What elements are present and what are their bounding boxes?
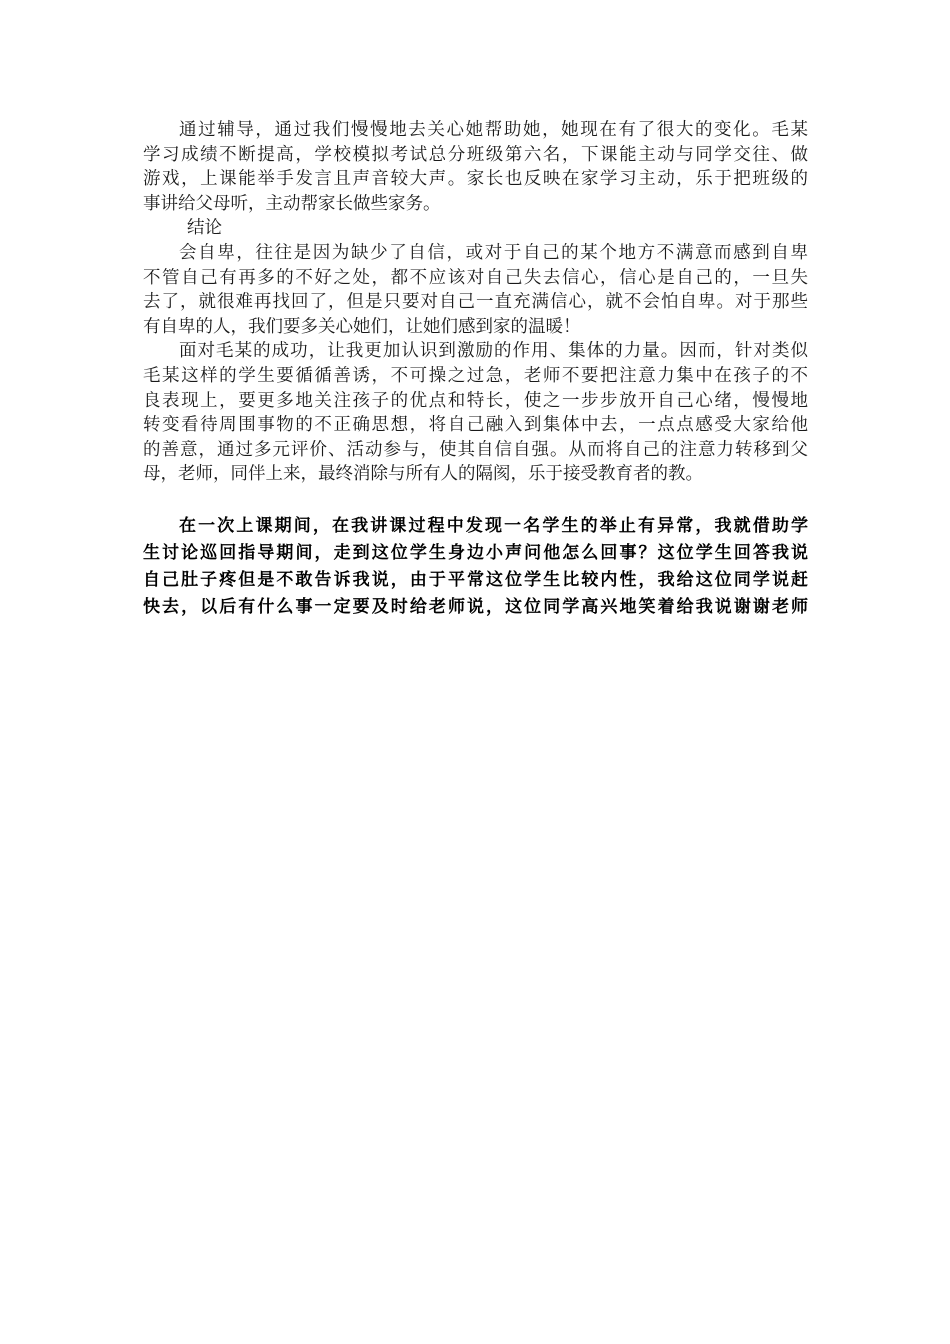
paragraph-1: [143, 118, 808, 216]
text-line: 事讲给父母听，主动帮家长做些家务。: [143, 193, 441, 214]
text-line: 有自卑的人，我们要多关心她们，让她们感到家的温暖！: [143, 316, 581, 337]
text-line: 快去，以后有什么事一定要及时给老师说，这位同学高兴地笑着给我说谢谢老师: [143, 596, 808, 617]
document-body: [143, 118, 808, 621]
text-line: 去了，就很难再找回了，但是只要对自己一直充满信心，就不会怕自卑。对于那些: [143, 292, 808, 313]
text-line: 游戏，上课能举手发言且声音较大声。家长也反映在家学习主动，乐于把班级的: [143, 169, 808, 190]
text-line: 毛某这样的学生要循循善诱，不可操之过急，老师不要把注意力集中在孩子的不: [143, 365, 808, 386]
paragraph-3: [143, 339, 808, 487]
text-line: 学习成绩不断提高，学校模拟考试总分班级第六名，下课能主动与同学交往、做: [143, 144, 808, 165]
text-line: 不管自己有再多的不好之处，都不应该对自己失去信心，信心是自己的，一旦失: [143, 267, 808, 288]
text-line: 良表现上，要更多地关注孩子的优点和特长，使之一步步放开自己心绪，慢慢地: [143, 390, 808, 411]
paragraph-2: [143, 241, 808, 339]
text-line: 母，老师，同伴上来，最终消除与所有人的隔阂，乐于接受教育者的教。: [143, 464, 703, 485]
text-line: 面对毛某的成功，让我更加认识到激励的作用、集体的力量。因而，针对类似: [179, 341, 808, 362]
section-heading: 结论: [187, 218, 222, 239]
text-line: 的善意，通过多元评价、活动参与，使其自信自强。从而将自己的注意力转移到父: [143, 439, 808, 460]
paragraph-4: [143, 513, 808, 621]
paragraph-spacer: [143, 487, 808, 513]
text-line: 生讨论巡回指导期间，走到这位学生身边小声问他怎么回事？这位学生回答我说: [143, 542, 808, 563]
text-line: 在一次上课期间，在我讲课过程中发现一名学生的举止有异常，我就借助学: [179, 515, 808, 536]
text-line: 自己肚子疼但是不敢告诉我说，由于平常这位学生比较内性，我给这位同学说赶: [143, 569, 808, 590]
text-line: 转变看待周围事物的不正确思想，将自己融入到集体中去，一点点感受大家给他: [143, 415, 808, 436]
text-line: 通过辅导，通过我们慢慢地去关心她帮助她，她现在有了很大的变化。毛某: [179, 120, 808, 140]
text-line: 会自卑，往往是因为缺少了自信，或对于自己的某个地方不满意而感到自卑: [179, 242, 808, 263]
